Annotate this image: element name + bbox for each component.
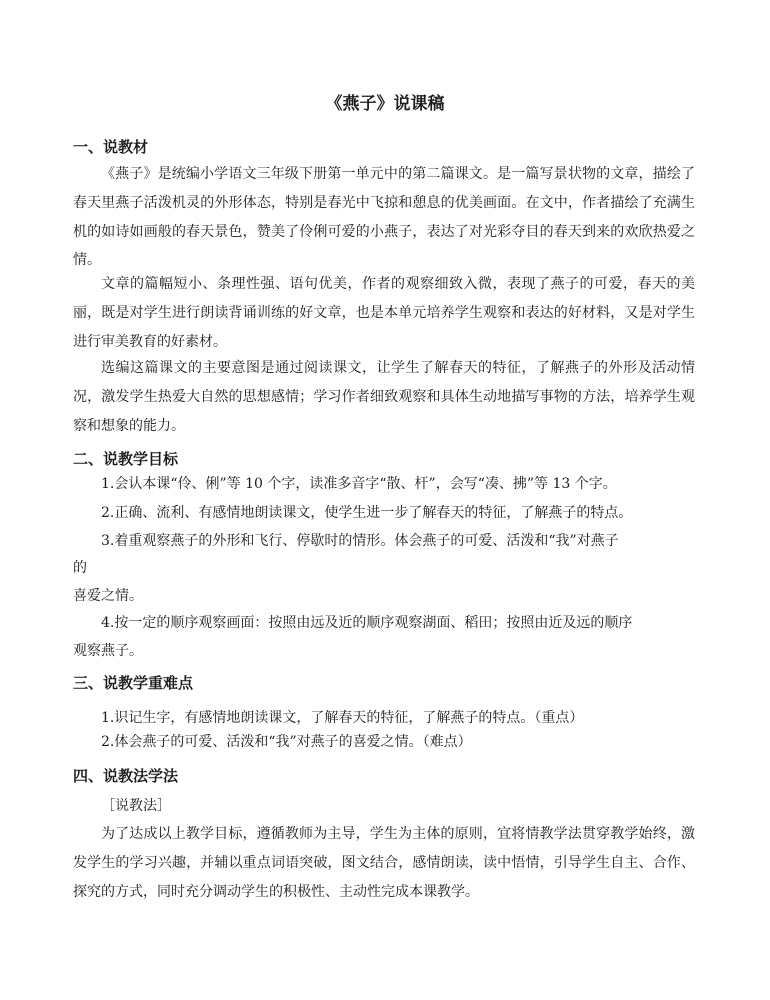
objective-item-continuation: 观察燕子。	[73, 643, 143, 659]
objective-item: 4.按一定的顺序观察画面：按照由远及近的顺序观察湖面、稻田；按照由近及远的顺序	[101, 615, 633, 631]
objective-item: 1.会认本课“伶、俐”等 10 个字，读准多音字“散、杆”，会写“凑、拂”等 13 个字。	[101, 476, 617, 492]
document-title: 《燕子》说课稿	[325, 94, 445, 114]
paragraph: 为了达成以上教学目标，遵循教师为主导，学生为主体的原则，宜将情教学法贯穿教学始终，激发学生的学习兴趣，并辅以重点词语突破，图文结合，感情朗读，读中悟情，引导学生自主、合作、探究的方式，同时充分调动学生的积极性、主动性完成本课教学。	[73, 826, 695, 900]
section-heading-objectives: 二、说教学目标	[73, 450, 179, 468]
paragraph: 《燕子》是统编小学语文三年级下册第一单元中的第二篇课文。是一篇写景状物的文章，描绘了春天里燕子活泼机灵的外形体态，特别是春光中飞掠和憩息的优美画面。在文中，作者描绘了充满生机的如诗如画般的春天景色，赞美了伶俐可爱的小燕子，表达了对光彩夺目的春天到来的欢欣热爱之情。	[73, 166, 695, 269]
key-point-item: 2.体会燕子的可爱、活泼和“我”对燕子的喜爱之情。（难点）	[101, 734, 472, 750]
objective-item-continuation: 喜爱之情。	[73, 588, 143, 604]
section-heading-textbook: 一、说教材	[73, 138, 149, 156]
subheading-teaching-method: ［说教法］	[101, 798, 171, 814]
objective-item: 3.着重观察燕子的外形和飞行、停歇时的情形。体会燕子的可爱、活泼和“我”对燕子	[101, 533, 619, 549]
section-heading-methods: 四、说教法学法	[73, 767, 179, 785]
objective-item-continuation: 的	[73, 560, 87, 576]
paragraph: 文章的篇幅短小、条理性强、语句优美，作者的观察细致入微，表现了燕子的可爱，春天的美丽，既是对学生进行朗读背诵训练的好文章，也是本单元培养学生观察和表达的好材料，又是对学生进行审美教育的好素材。	[73, 276, 695, 350]
section-heading-key-points: 三、说教学重难点	[73, 674, 194, 692]
objective-item: 2.正确、流利、有感情地朗读课文，使学生进一步了解春天的特征，了解燕子的特点。	[101, 505, 633, 521]
key-point-item: 1.识记生字，有感情地朗读课文，了解春天的特征，了解燕子的特点。（重点）	[101, 710, 584, 726]
paragraph: 选编这篇课文的主要意图是通过阅读课文，让学生了解春天的特征，了解燕子的外形及活动情况，激发学生热爱大自然的思想感情；学习作者细致观察和具体生动地描写事物的方法，培养学生观察和想象的能力。	[73, 360, 695, 434]
